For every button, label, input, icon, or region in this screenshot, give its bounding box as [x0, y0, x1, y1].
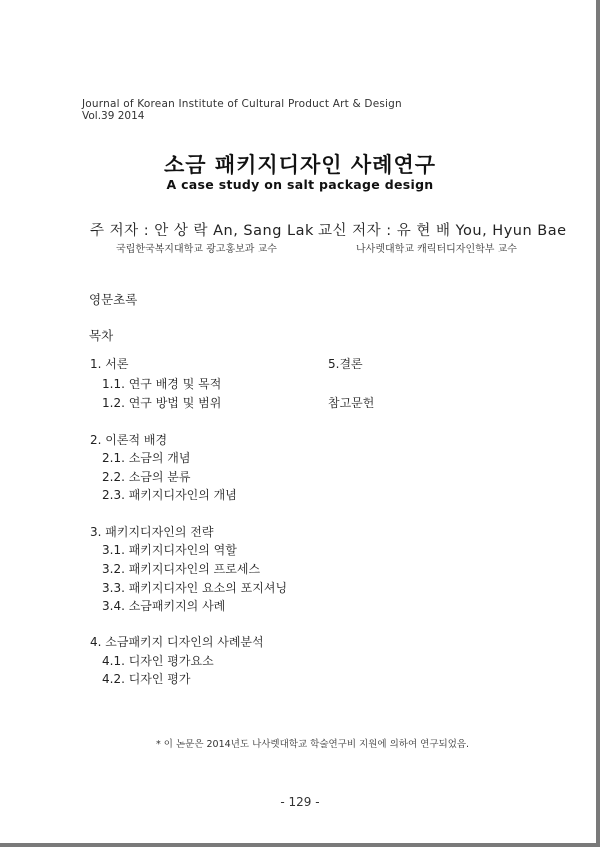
- page-number: - 129 -: [280, 795, 320, 809]
- page-edge-bottom: [0, 843, 600, 847]
- paper-title-english: A case study on salt package design: [166, 177, 434, 192]
- toc-item: 2.2. 소금의 분류: [102, 470, 191, 484]
- journal-name: Journal of Korean Institute of Cultural Product Art & Design: [82, 98, 402, 110]
- toc-item: 3.2. 패키지디자인의 프로세스: [102, 562, 261, 576]
- toc-item: 5.결론: [328, 357, 363, 371]
- abstract-heading: 영문초록: [89, 292, 138, 307]
- toc-item: 3.3. 패키지디자인 요소의 포지셔닝: [102, 581, 288, 595]
- toc-item: 참고문헌: [328, 396, 375, 410]
- main-author-affiliation: 국립한국복지대학교 광고홍보과 교수: [116, 244, 277, 255]
- toc-item: 2. 이론적 배경: [90, 433, 168, 447]
- toc-item: 4.2. 디자인 평가: [102, 672, 191, 686]
- toc-item: 1.1. 연구 배경 및 목적: [102, 377, 222, 391]
- toc-item: 1. 서론: [90, 357, 129, 371]
- funding-footnote: * 이 논문은 2014년도 나사렛대학교 학술연구비 지원에 의하여 연구되었음.: [156, 739, 470, 750]
- journal-volume: Vol.39 2014: [82, 110, 145, 122]
- paper-title-korean: 소금 패키지디자인 사례연구: [163, 153, 437, 177]
- corresponding-author: 교신 저자 : 유 현 배 You, Hyun Bae: [318, 223, 567, 239]
- toc-item: 3. 패키지디자인의 전략: [90, 525, 214, 539]
- toc-item: 4.1. 디자인 평가요소: [102, 654, 214, 668]
- toc-item: 2.3. 패키지디자인의 개념: [102, 488, 237, 502]
- main-author: 주 저자 : 안 상 락 An, Sang Lak: [90, 223, 314, 239]
- toc-item: 4. 소금패키지 디자인의 사례분석: [90, 635, 264, 649]
- page-edge-right: [596, 0, 600, 847]
- corresponding-author-affiliation: 나사렛대학교 캐릭터디자인학부 교수: [356, 244, 517, 255]
- toc-item: 3.1. 패키지디자인의 역할: [102, 543, 237, 557]
- toc-item: 2.1. 소금의 개념: [102, 451, 191, 465]
- toc-item: 1.2. 연구 방법 및 범위: [102, 396, 222, 410]
- toc-item: 3.4. 소금패키지의 사례: [102, 599, 226, 613]
- toc-heading: 목차: [89, 328, 114, 343]
